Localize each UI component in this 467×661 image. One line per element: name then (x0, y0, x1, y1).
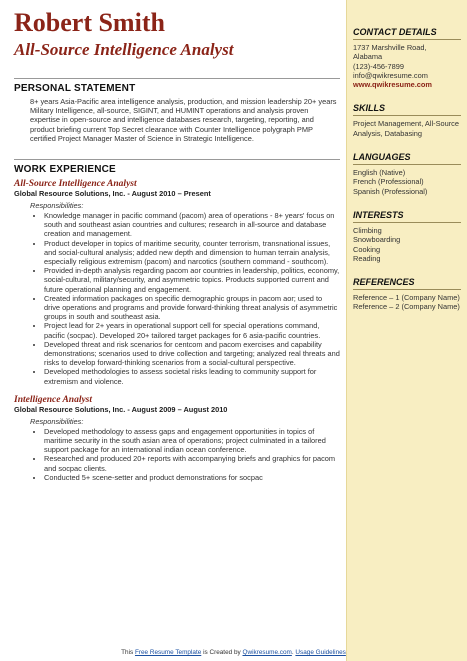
list-item: • Product developer in topics of maritime security, counter terrorism, transnational issues, and social-cultural analysis; added new depth and dimension to human terrain analysis, especially religious extremism (pacom) and narcotics (southern command - southcom). (44, 239, 340, 267)
work-experience-heading: WORK EXPERIENCE (14, 159, 340, 175)
list-item: Cooking (353, 244, 381, 254)
references-section (353, 277, 461, 312)
list-item: • Knowledge manager in pacific command (pacom) area of operations - 8+ years' focus on south and southeast asian countries and cultures; research in all-source and database creation and management. (44, 211, 340, 239)
list-item: • Conducted 5+ scene-setter and product demonstrations for socpac (44, 473, 340, 482)
skills-text: Project Management, All-Source Analysis, Databasing (353, 119, 459, 138)
email[interactable]: info@qwikresume.com (353, 70, 428, 80)
responsibilities-list (30, 427, 340, 482)
interests-list (353, 226, 461, 263)
sidebar (346, 0, 467, 661)
list-item: • Developed methodologies to assess societal risks leading to community support for extremism and violence. (44, 367, 340, 385)
footer-mid: is Created by (203, 649, 241, 656)
footer-prefix: This (121, 649, 134, 656)
website-link[interactable]: www.qwikresume.com (353, 80, 432, 90)
phone: (123)-456-7899 (353, 61, 404, 71)
languages-heading: LANGUAGES (353, 152, 461, 165)
footer-sep: . (291, 649, 294, 656)
job-company-dates: Global Resource Solutions, Inc. - August 2010 – Present (14, 189, 211, 199)
languages-list (353, 168, 461, 196)
skills-heading: SKILLS (353, 103, 461, 116)
responsibilities-label: Responsibilities: (30, 416, 84, 426)
list-item: Climbing (353, 225, 382, 235)
contact-heading: CONTACT DETAILS (353, 27, 461, 40)
job-title: All-Source Intelligence Analyst (14, 179, 137, 190)
address-line: 1737 Marshville Road, (353, 43, 427, 52)
address-state: Alabama (353, 52, 383, 62)
list-item: • Provided in-depth analysis regarding pacom aor countries in leadership, politics, economy, social-cultural, military/security, and asymmetric topics. Products supported current and future operational planning and engagement. (44, 266, 340, 294)
job-company-dates: Global Resource Solutions, Inc. - August 2009 – August 2010 (14, 404, 228, 414)
list-item: • Developed methodology to assess gaps and engagement opportunities in topics of maritime security in the south asian area of operations; project culminated in a tailored support package for an international indian ocean conference. (44, 427, 340, 455)
interests-heading: INTERESTS (353, 210, 461, 223)
references-list (353, 293, 461, 312)
job-title: Intelligence Analyst (14, 394, 93, 405)
responsibilities-list (30, 211, 340, 386)
languages-section (353, 152, 461, 196)
list-item: • Researched and produced 20+ reports with accompanying briefs and graphics for pacom and socpac clients. (44, 454, 340, 472)
list-item: Reference – 2 (Company Name) (353, 302, 460, 312)
list-item: • Developed threat and risk scenarios for centcom and pacom exercises and capability demonstrations; scenarios used to drive collection and targeting; analyzed real threats and risks to develop forward-thinking scenarios from a social-cultural perspective. (44, 340, 340, 368)
list-item: Reference – 1 (Company Name) (353, 293, 460, 303)
personal-statement-text: 8+ years Asia-Pacific area intelligence analysis, production, and mission leadership 20+ years Military Intelligence, all-source, SIGINT, and HUMINT operations and analysis proven expertise in open-source and intelligence databases research, targeting, reporting, and product briefing current Top Secret clearance with Counter Intelligence polygraph PMP certified Project Manager Master of Science in Strategic Intelligence. (30, 97, 337, 143)
contact-details (353, 43, 461, 89)
list-item: French (Professional) (353, 177, 424, 187)
skills-section (353, 103, 461, 138)
footer (0, 649, 467, 656)
references-heading: REFERENCES (353, 277, 461, 290)
candidate-title: All-Source Intelligence Analyst (14, 40, 234, 59)
list-item: Spanish (Professional) (353, 186, 428, 196)
usage-guidelines-link[interactable]: Usage Guidelines (295, 649, 346, 656)
contact-section (353, 27, 461, 89)
list-item: Snowboarding (353, 235, 401, 245)
list-item: Reading (353, 253, 381, 263)
main-column (14, 8, 340, 482)
interests-section (353, 210, 461, 263)
job-entry (14, 395, 340, 482)
qwikresume-link[interactable]: Qwikresume.com (242, 649, 292, 656)
list-item: • Project lead for 2+ years in operational support cell for special operations command, pacific (socpac). Developed 20+ tailored target packages for 6 asia-pacific countries. (44, 321, 340, 339)
responsibilities-label: Responsibilities: (30, 201, 84, 211)
personal-statement-heading: PERSONAL STATEMENT (14, 78, 340, 94)
free-resume-template-link[interactable]: Free Resume Template (134, 649, 202, 656)
job-entry (14, 179, 340, 386)
list-item: English (Native) (353, 168, 406, 178)
list-item: • Created information packages on specific demographic groups in pacom aor; used to drive operations and programs and provide forward-thinking threat analysis of asymmetric groups in south and southeast asia. (44, 294, 340, 322)
candidate-name: Robert Smith (14, 8, 165, 37)
